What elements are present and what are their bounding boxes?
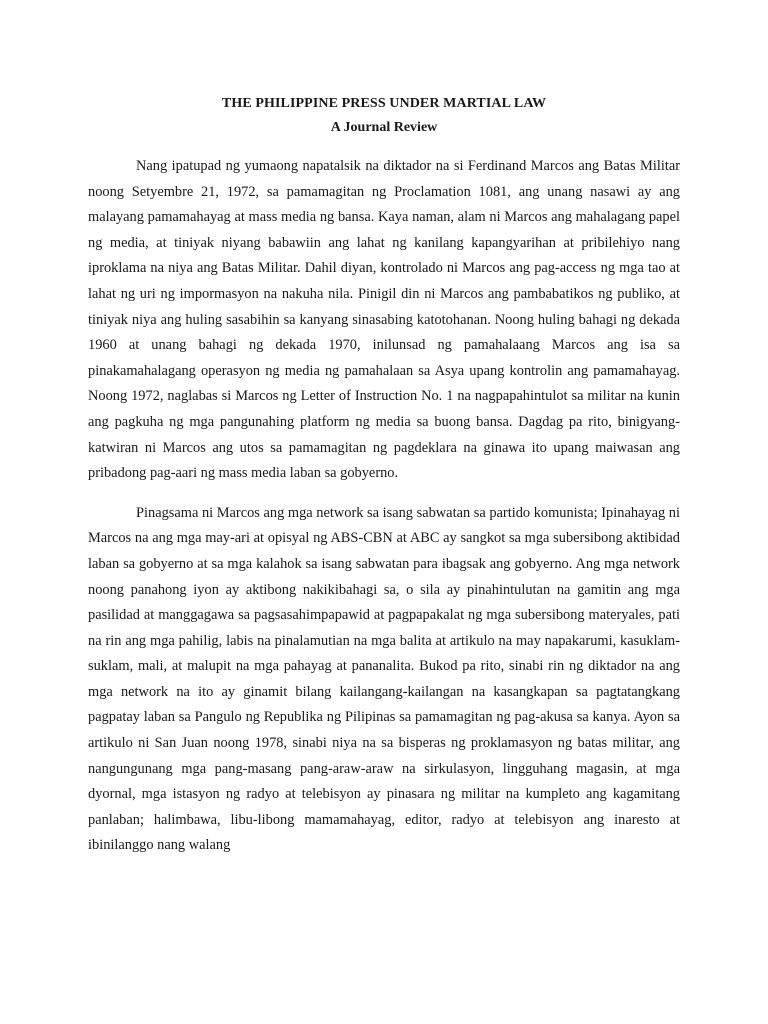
- paragraph-2: Pinagsama ni Marcos ang mga network sa isang sabwatan sa partido komunista; Ipinahayag ni Marcos na ang mga may-ari at opisyal ng ABS-CBN at ABC ay sangkot sa mga subersibong aktibidad laban sa gobyerno at sa mga kalahok sa isang sabwatan para ibagsak ang gobyerno. Ang mga network noong panahong iyon ay aktibong nakikibahagi sa, o sila ay pinahintulutan na gamitin ang mga pasilidad at manggagawa sa pagsasahimpapawid at pagpapakalat ng mga subersibong materyales, pati na rin ang mga pahilig, labis na pinalamutian na mga balita at artikulo na may napakarumi, kasuklam-suklam, mali, at malupit na mga pahayag at pananalita. Bukod pa rito, sinabi rin ng diktador na ang mga network na ito ay ginamit bilang kailangang-kailangan na kasangkapan sa pagtatangkang pagpatay laban sa Pangulo ng Republika ng Pilipinas sa pamamagitan ng pag-akusa sa kanya. Ayon sa artikulo ni San Juan noong 1978, sinabi niya na sa bisperas ng proklamasyon ng batas militar, ang nangungunang mga pang-masang pang-araw-araw na sirkulasyon, lingguhang magasin, at mga dyornal, mga istasyon ng radyo at telebisyon ay pinasara ng militar na kumpleto ang kagamitang panlaban; halimbawa, libu-libong mamamahayag, editor, radyo at telebisyon ang inaresto at ibinilanggo nang walang: [88, 504, 680, 854]
- document-subtitle: A Journal Review: [330, 120, 438, 135]
- document-title: THE PHILIPPINE PRESS UNDER MARTIAL LAW: [221, 96, 547, 111]
- document-body: [88, 92, 680, 873]
- paragraph-1: Nang ipatupad ng yumaong napatalsik na diktador na si Ferdinand Marcos ang Batas Militar noong Setyembre 21, 1972, sa pamamagitan ng Proclamation 1081, ang unang nasawi ay ang malayang pamamahayag at mass media ng bansa. Kaya naman, alam ni Marcos ang mahalagang papel ng media, at tiniyak niyang babawiin ang lahat ng kanilang kapangyarihan at pribilehiyo nang iproklama na niya ang Batas Militar. Dahil diyan, kontrolado ni Marcos ang pag-access ng mga tao at lahat ng uri ng impormasyon na nakuha nila. Pinigil din ni Marcos ang pambabatikos ng publiko, at tiniyak niya ang huling sasabihin sa kanyang sinasabing katotohanan. Noong huling bahagi ng dekada 1960 at unang bahagi ng dekada 1970, inilunsad ng pamahalaang Marcos ang isa sa pinakamahalagang operasyon ng media ng pamahalaan sa Asya upang kontrolin ang pamamahayag. Noong 1972, naglabas si Marcos ng Letter of Instruction No. 1 na nagpapahintulot sa militar na kunin ang pagkuha ng mga pangunahing platform ng media sa buong bansa. Dagdag pa rito, binigyang-katwiran ni Marcos ang utos sa pamamagitan ng pagdeklara na ginawa ito upang maiwasan ang pribadong pag-aari ng mass media laban sa gobyerno.: [88, 158, 680, 482]
